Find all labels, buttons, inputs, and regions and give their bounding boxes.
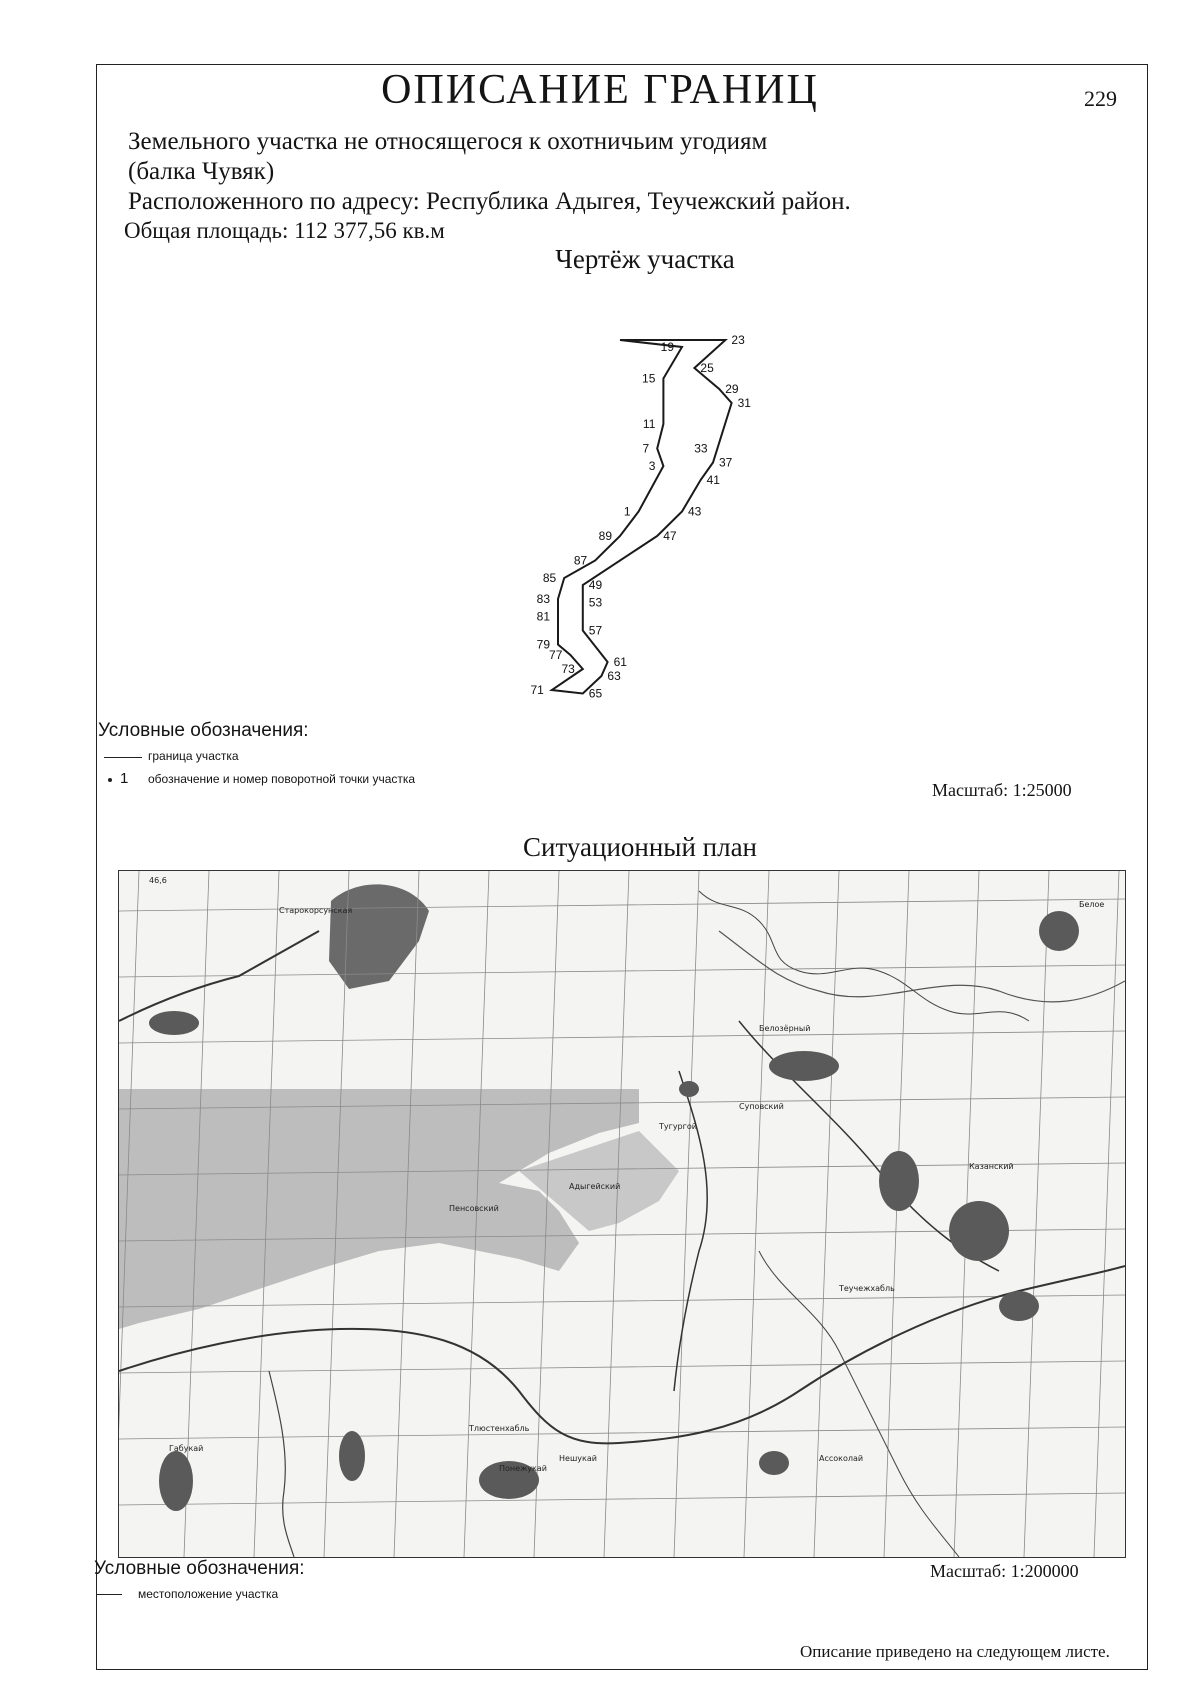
drawing-legend-point: обозначение и номер поворотной точки участка	[148, 772, 416, 786]
parcel-point-label: 41	[706, 473, 720, 487]
parcel-point-label: 53	[588, 595, 603, 610]
parcel-point-label: 25	[700, 361, 714, 375]
drawing-legend-point-number: 1	[120, 770, 129, 787]
page-title: ОПИСАНИЕ ГРАНИЦ	[381, 67, 819, 113]
parcel-point-label: 15	[642, 371, 656, 386]
parcel-point-label: 3	[648, 459, 656, 473]
parcel-boundary	[552, 340, 732, 694]
map-place-label: Тлюстенхабль	[469, 1424, 530, 1433]
plan-legend-item: местоположение участка	[138, 1587, 279, 1601]
map-place-label: Адыгейский	[569, 1182, 621, 1191]
parcel-point-label: 31	[737, 396, 751, 410]
parcel-point-label: 87	[573, 553, 588, 568]
settlement-area	[339, 1431, 365, 1481]
map-place-label: Старокорсунская	[279, 906, 353, 915]
footer-note: Описание приведено на следующем листе.	[800, 1642, 1110, 1661]
plan-scale: Масштаб: 1:200000	[930, 1561, 1079, 1581]
parcel-drawing	[500, 320, 760, 720]
header-line-2: (балка Чувяк)	[128, 158, 275, 185]
settlement-area	[149, 1011, 199, 1035]
plan-legend-title: Условные обозначения:	[94, 1558, 305, 1579]
drawing-title: Чертёж участка	[555, 244, 735, 274]
map-place-label: Нешукай	[559, 1454, 597, 1463]
map-place-label: Белое	[1079, 900, 1105, 909]
parcel-point-label: 61	[613, 655, 627, 669]
parcel-point-label: 29	[725, 382, 739, 396]
settlement-area	[679, 1081, 699, 1097]
parcel-point-label: 57	[588, 623, 603, 638]
parcel-point-label: 65	[588, 686, 603, 701]
map-place-label: Белозёрный	[759, 1024, 811, 1033]
parcel-point-label: 11	[642, 417, 656, 431]
settlement-area	[769, 1051, 839, 1081]
parcel-point-label: 49	[588, 578, 603, 592]
map-place-label: Пенсовский	[449, 1204, 499, 1213]
point-symbol-icon	[108, 778, 112, 782]
parcel-point-label: 43	[688, 504, 702, 519]
parcel-point-label: 33	[694, 441, 708, 456]
map-place-label: Понежукай	[499, 1464, 547, 1473]
header-line-3: Расположенного по адресу: Республика Адыгея, Теучежский район.	[128, 188, 851, 215]
boundary-line-symbol	[104, 757, 142, 758]
parcel-point-label: 23	[731, 333, 745, 347]
parcel-point-label: 73	[561, 662, 575, 676]
parcel-point-label: 63	[607, 669, 621, 683]
map-place-label: Ассоколай	[819, 1454, 864, 1463]
parcel-point-label: 7	[642, 441, 650, 456]
header-line-4: Общая площадь: 112 377,56 кв.м	[124, 218, 445, 243]
parcel-point-label: 19	[660, 340, 674, 354]
map-place-label: Тугургой	[659, 1122, 697, 1131]
map-place-label: Теучежхабль	[839, 1284, 895, 1293]
settlement-area	[159, 1451, 193, 1511]
drawing-legend-line: граница участка	[148, 749, 239, 763]
header-line-1: Земельного участка не относящегося к охотничьим угодиям	[128, 128, 768, 155]
drawing-legend-title: Условные обозначения:	[98, 720, 309, 741]
map-place-label: Габукай	[169, 1444, 204, 1453]
settlement-area	[949, 1201, 1009, 1261]
parcel-point-label: 81	[536, 609, 550, 624]
page-number: 229	[1084, 86, 1117, 111]
parcel-point-label: 89	[598, 529, 612, 543]
parcel-point-label: 1	[623, 504, 631, 519]
parcel-point-label: 47	[663, 529, 677, 543]
settlement-area	[759, 1451, 789, 1475]
plan-title: Ситуационный план	[522, 832, 758, 862]
parcel-point-label: 37	[719, 455, 733, 470]
parcel-point-label: 71	[530, 683, 544, 697]
settlement-area	[999, 1291, 1039, 1321]
settlement-area	[879, 1151, 919, 1211]
situation-map	[118, 870, 1126, 1558]
map-place-label: Суповский	[739, 1102, 784, 1111]
parcel-point-label: 77	[549, 648, 563, 662]
map-place-label: Казанский	[969, 1162, 1014, 1171]
map-place-label: 46,6	[149, 876, 167, 885]
drawing-scale: Масштаб: 1:25000	[932, 780, 1072, 800]
parcel-point-label: 85	[542, 571, 557, 585]
location-line-symbol	[96, 1594, 122, 1595]
settlement-area	[1039, 911, 1079, 951]
parcel-point-label: 83	[536, 592, 550, 606]
parcel-point-label: 79	[536, 637, 550, 652]
